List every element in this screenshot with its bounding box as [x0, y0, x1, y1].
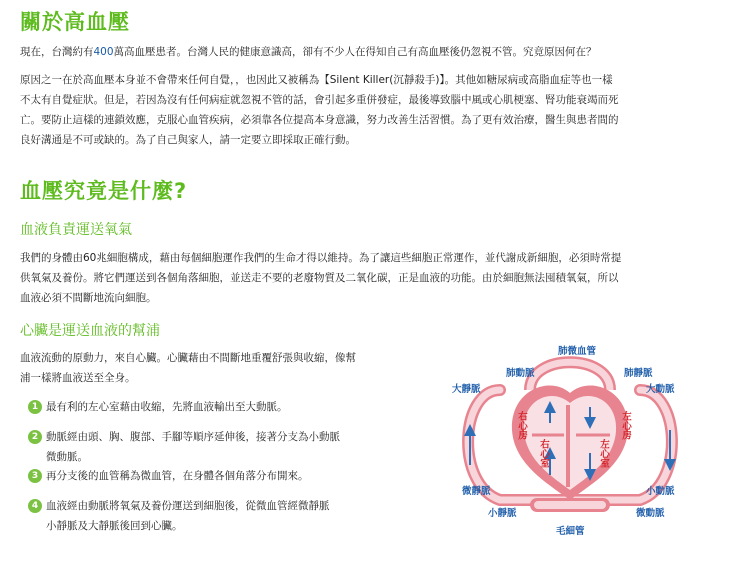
intro-number: 400	[93, 46, 114, 58]
subtitle-heart-pump: 心臟是運送血液的幫浦	[20, 323, 160, 339]
step-text: 再分支後的血管稱為微血管，在身體各個角落分布開來。	[46, 470, 309, 482]
arteriole-label: 微動脈	[636, 508, 665, 519]
step-text: 微動脈。	[46, 451, 88, 463]
capillary-label: 毛細管	[556, 526, 585, 537]
step-text: 小靜脈及大靜脈後回到心臟。	[46, 520, 183, 532]
step-item	[31, 496, 330, 536]
left-ventricle-label: 左心室	[598, 439, 609, 468]
venule-label: 微靜脈	[462, 486, 491, 497]
right-atrium-label: 右心房	[516, 411, 527, 440]
step-text: 最有利的左心室藉由收縮，先將血液輸出至大動脈。	[46, 401, 288, 413]
step-item	[31, 427, 340, 467]
vena-cava-label: 大靜脈	[452, 384, 481, 395]
cause-line: 原因之一在於高血壓本身並不會帶來任何自覺，，也因此又被稱為【Silent Killer(沉靜殺手)】。其他如糖尿病或高脂血症等也一樣	[20, 74, 613, 86]
heart-line: 血液流動的原動力，來自心臟。心臟藉由不間斷地重覆舒張與收縮，像幫	[20, 352, 356, 364]
section-title-about-hypertension: 關於高血壓	[20, 10, 130, 34]
intro-lead: 現在，台灣約有	[20, 46, 94, 58]
section-title-what-is-blood-pressure: 血壓究竟是什麼?	[20, 179, 188, 203]
step-item	[31, 466, 309, 486]
pulmonary-vein-label: 肺靜脈	[624, 368, 653, 379]
step-number-badge: 4	[28, 499, 42, 513]
step-number-badge: 2	[28, 430, 42, 444]
oxygen-line: 我們的身體由60兆細胞構成，藉由每個細胞運作我們的生命才得以維持。為了讓這些細胞正常運作，並代謝成新細胞，必須時常提	[20, 252, 622, 264]
lung-capillary-label: 肺微血管	[558, 346, 597, 357]
step-number-badge: 1	[28, 400, 42, 414]
small-vein-label: 小靜脈	[488, 508, 517, 519]
heart-paragraph	[20, 348, 356, 388]
cause-line: 良好溝通是不可或缺的。為了自己與家人，請一定要立即採取正確行動。	[20, 134, 356, 146]
subtitle-blood-carries-oxygen: 血液負責運送氧氣	[20, 222, 132, 238]
step-item	[31, 397, 288, 417]
left-atrium-label: 左心房	[620, 411, 631, 440]
small-artery-label: 小動脈	[646, 486, 675, 497]
heart-line: 浦一樣將血液送至全身。	[20, 372, 136, 384]
cause-line: 不太有自覺症狀。但是，若因為沒有任何病症就忽視不管的話，會引起多重併發症，最後導致腦中風或心肌梗塞、腎功能衰竭而死	[20, 94, 619, 106]
intro-paragraph	[20, 42, 597, 62]
right-ventricle-label: 右心室	[538, 439, 549, 468]
cause-line: 亡。要防止這樣的連鎖效應，克服心血管疾病，必須靠各位提高本身意識，努力改善生活習慣。為了更有效治療，醫生與患者間的	[20, 114, 619, 126]
step-text: 血液經由動脈將氧氣及養份運送到細胞後，從微血管經微靜脈	[46, 500, 330, 512]
step-number-badge: 3	[28, 469, 42, 483]
intro-tail: 萬高血壓患者。台灣人民的健康意識高，卻有不少人在得知自己有高血壓後仍忽視不管。究竟原因何在？	[113, 46, 597, 58]
circulation-diagram	[440, 335, 700, 545]
pulmonary-artery-label: 肺動脈	[506, 368, 535, 379]
oxygen-paragraph	[20, 248, 621, 308]
oxygen-line: 血液必須不間斷地流向細胞。	[20, 292, 157, 304]
cause-paragraph	[20, 70, 619, 150]
step-text: 動脈經由頭、胸、腹部、手腳等順序延伸後，接著分支為小動脈	[46, 431, 340, 443]
oxygen-line: 供氧氣及養份。將它們運送到各個角落細胞，並送走不要的老廢物質及二氧化碳，正是血液的功能。由於細胞無法囤積氧氣，所以	[20, 272, 619, 284]
aorta-label: 大動脈	[646, 384, 675, 395]
